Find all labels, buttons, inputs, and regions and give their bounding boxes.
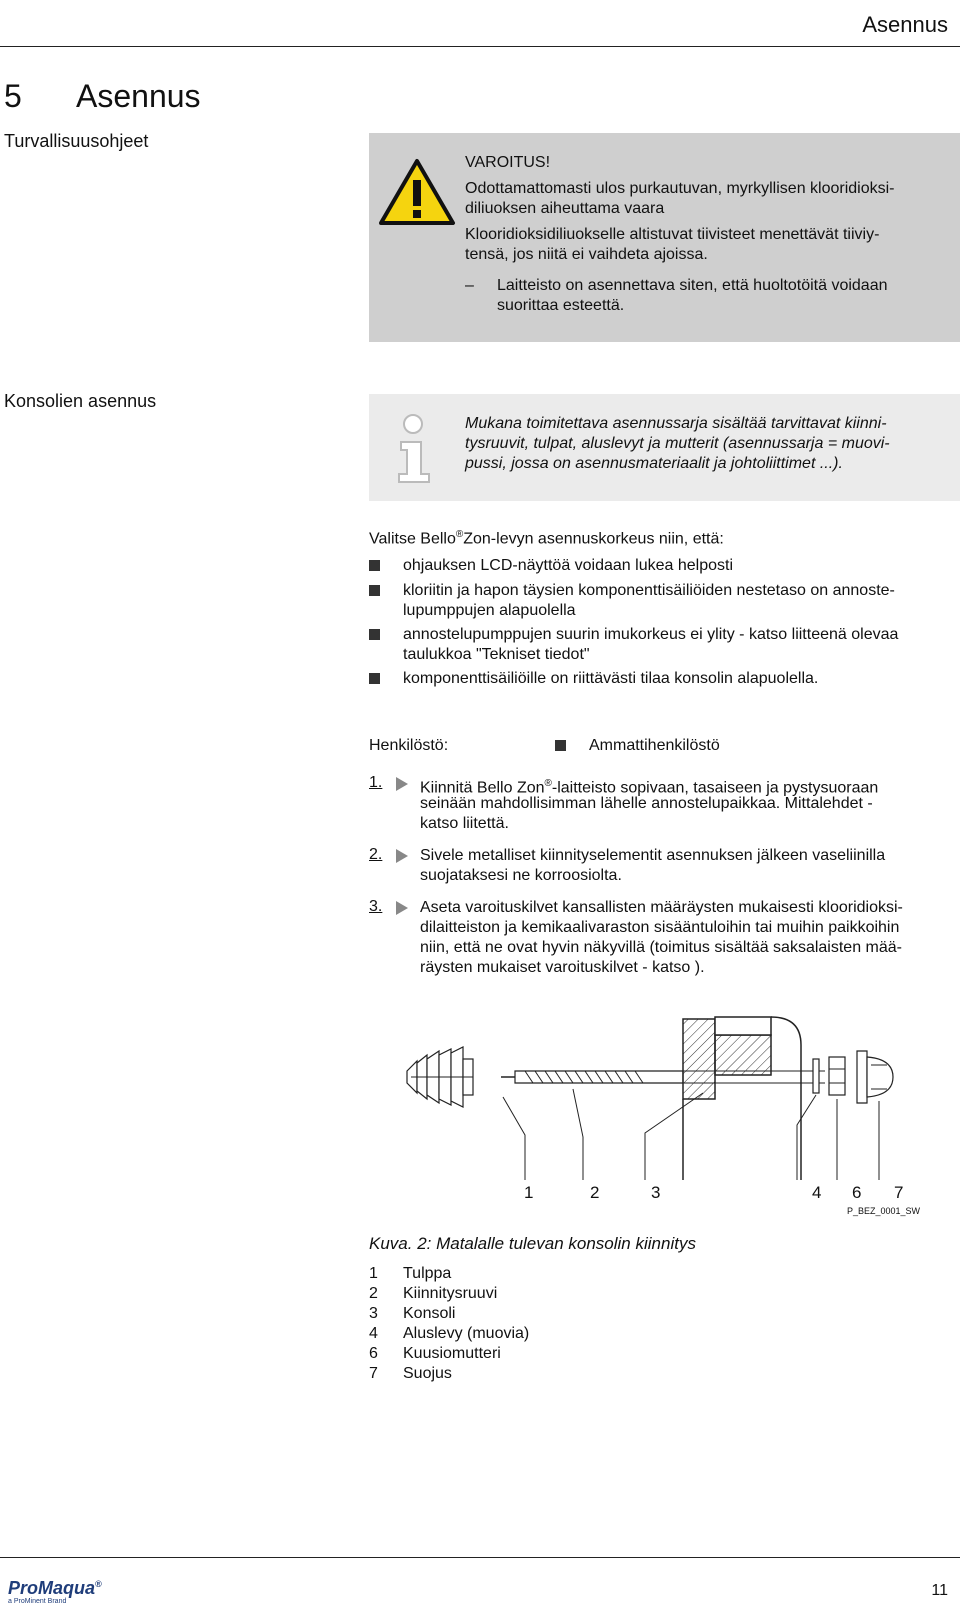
brand-subline: a ProMinent Brand bbox=[8, 1598, 67, 1605]
section-heading-safety: Turvallisuusohjeet bbox=[4, 131, 149, 151]
intro-paragraph bbox=[369, 525, 724, 549]
page-number: 11 bbox=[931, 1582, 948, 1599]
bullet-item-4-line-1: komponenttisäiliöille on riittävästi tilaa konsolin alapuolella. bbox=[403, 670, 819, 687]
figure-label-4: 4 bbox=[812, 1183, 822, 1202]
running-header-title: Asennus bbox=[862, 12, 948, 37]
leader-lines bbox=[503, 1089, 879, 1180]
figure-label-2: 2 bbox=[590, 1183, 600, 1202]
chapter-number: 5 bbox=[4, 78, 22, 114]
info-line-2: tysruuvit, tulpat, aluslevyt ja mutterit (asennussarja = muovi- bbox=[465, 435, 890, 452]
brand-name: ProMaqua bbox=[8, 1578, 96, 1598]
step-arrow-icon bbox=[396, 849, 408, 863]
nut-part bbox=[829, 1057, 845, 1095]
legend-number: 1 bbox=[369, 1265, 378, 1282]
info-line-1: Mukana toimitettava asennussarja sisältää tarvittavat kiinni- bbox=[465, 415, 887, 432]
figure-caption: Kuva. 2: Matalalle tulevan konsolin kiinnitys bbox=[369, 1234, 696, 1253]
header-rule bbox=[0, 46, 960, 47]
step-1-text-b: -laitteisto sopivaan, tasaiseen ja pystysuoraan bbox=[551, 779, 879, 797]
legend-label: Kuusiomutteri bbox=[403, 1345, 501, 1362]
registered-mark: ® bbox=[95, 1579, 102, 1589]
step-3-line-2: dilaitteiston ja kemikaalivaraston sisääntuloihin tai muihin paikkoihin bbox=[420, 919, 900, 936]
legend-number: 2 bbox=[369, 1285, 378, 1302]
dowel-part bbox=[407, 1047, 473, 1107]
legend-label: Tulppa bbox=[403, 1265, 452, 1282]
mounting-figure-drawing bbox=[405, 1015, 905, 1180]
warning-action-line-2: suorittaa esteettä. bbox=[497, 297, 625, 314]
bullet-item-2-line-2: lupumppujen alapuolella bbox=[403, 602, 576, 619]
legend-number: 7 bbox=[369, 1365, 378, 1382]
bullet-marker bbox=[369, 560, 380, 571]
bullet-item-3-line-1: annostelupumppujen suurin imukorkeus ei ylity - katso liitteenä olevaa bbox=[403, 626, 899, 643]
registered-mark: ® bbox=[544, 778, 552, 789]
section-heading-mounting: Konsolien asennus bbox=[4, 391, 157, 411]
warning-title-line-2: diliuoksen aiheuttama vaara bbox=[465, 200, 665, 217]
step-number-2: 2. bbox=[369, 846, 383, 863]
bullet-marker bbox=[555, 740, 566, 751]
personnel-value: Ammattihenkilöstö bbox=[589, 737, 720, 754]
step-3-line-3: niin, että ne ovat hyvin näkyvillä (toimitus sisältää saksalaisten mää- bbox=[420, 939, 902, 956]
brand-logo bbox=[8, 1578, 102, 1599]
legend-label: Suojus bbox=[403, 1365, 452, 1382]
step-3-line-1: Aseta varoituskilvet kansallisten määräysten mukaisesti klooridioksi- bbox=[420, 899, 903, 916]
info-icon bbox=[395, 412, 435, 484]
bullet-marker bbox=[369, 673, 380, 684]
intro-text-after: Zon-levyn asennuskorkeus niin, että: bbox=[463, 530, 724, 548]
console-part bbox=[683, 1017, 825, 1180]
warning-action-dash: – bbox=[465, 277, 474, 294]
step-arrow-icon bbox=[396, 901, 408, 915]
intro-text-before: Valitse Bello bbox=[369, 530, 456, 548]
info-line-3: pussi, jossa on asennusmateriaalit ja johtoliittimet ...). bbox=[465, 455, 843, 472]
bullet-item-2-line-1: kloriitin ja hapon täysien komponenttisäiliöiden nestetaso on annoste- bbox=[403, 582, 895, 599]
personnel-label: Henkilöstö: bbox=[369, 737, 449, 754]
step-number-1: 1. bbox=[369, 774, 383, 791]
legend-label: Aluslevy (muovia) bbox=[403, 1325, 530, 1342]
bullet-item-1-line-1: ohjauksen LCD-näyttöä voidaan lukea helposti bbox=[403, 557, 733, 574]
warning-text-line-2: tensä, jos niitä ei vaihdeta ajoissa. bbox=[465, 246, 708, 263]
figure-label-1: 1 bbox=[524, 1183, 534, 1202]
legend-number: 4 bbox=[369, 1325, 378, 1342]
figure-label-6: 6 bbox=[852, 1183, 862, 1202]
legend-label: Konsoli bbox=[403, 1305, 456, 1322]
warning-text-line-1: Klooridioksidiliuokselle altistuvat tiivisteet menettävät tiiviy- bbox=[465, 226, 880, 243]
figure-code: P_BEZ_0001_SW bbox=[847, 1206, 921, 1216]
cap-part bbox=[857, 1051, 893, 1103]
warning-triangle-icon bbox=[378, 158, 456, 226]
legend-number: 6 bbox=[369, 1345, 378, 1362]
warning-signal-word: VAROITUS! bbox=[465, 154, 551, 171]
warning-title-line-1: Odottamattomasti ulos purkautuvan, myrkyllisen klooridioksi- bbox=[465, 180, 895, 197]
step-1-text-a: Kiinnitä Bello Zon bbox=[420, 779, 545, 797]
legend-label: Kiinnitysruuvi bbox=[403, 1285, 498, 1302]
screw-part bbox=[501, 1071, 683, 1083]
figure-label-7: 7 bbox=[894, 1183, 904, 1202]
bullet-marker bbox=[369, 629, 380, 640]
step-2-line-2: suojataksesi ne korroosiolta. bbox=[420, 867, 622, 884]
step-1-line-2: seinään mahdollisimman lähelle annostelupaikkaa. Mittalehdet - bbox=[420, 795, 873, 812]
warning-action-line-1: Laitteisto on asennettava siten, että huoltotöitä voidaan bbox=[497, 277, 888, 294]
registered-mark: ® bbox=[455, 529, 464, 540]
step-1-line-3: katso liitettä. bbox=[420, 815, 509, 832]
chapter-title: Asennus bbox=[76, 78, 201, 114]
step-3-line-4: räysten mukaiset varoituskilvet - katso ). bbox=[420, 959, 705, 976]
legend-number: 3 bbox=[369, 1305, 378, 1322]
figure-label-3: 3 bbox=[651, 1183, 661, 1202]
footer-rule bbox=[0, 1557, 960, 1558]
bullet-item-3-line-2: taulukkoa "Tekniset tiedot" bbox=[403, 646, 590, 663]
step-number-3: 3. bbox=[369, 898, 383, 915]
step-2-line-1: Sivele metalliset kiinnityselementit asennuksen jälkeen vaseliinilla bbox=[420, 847, 886, 864]
washer-part bbox=[813, 1059, 819, 1093]
step-arrow-icon bbox=[396, 777, 408, 791]
bullet-marker bbox=[369, 585, 380, 596]
